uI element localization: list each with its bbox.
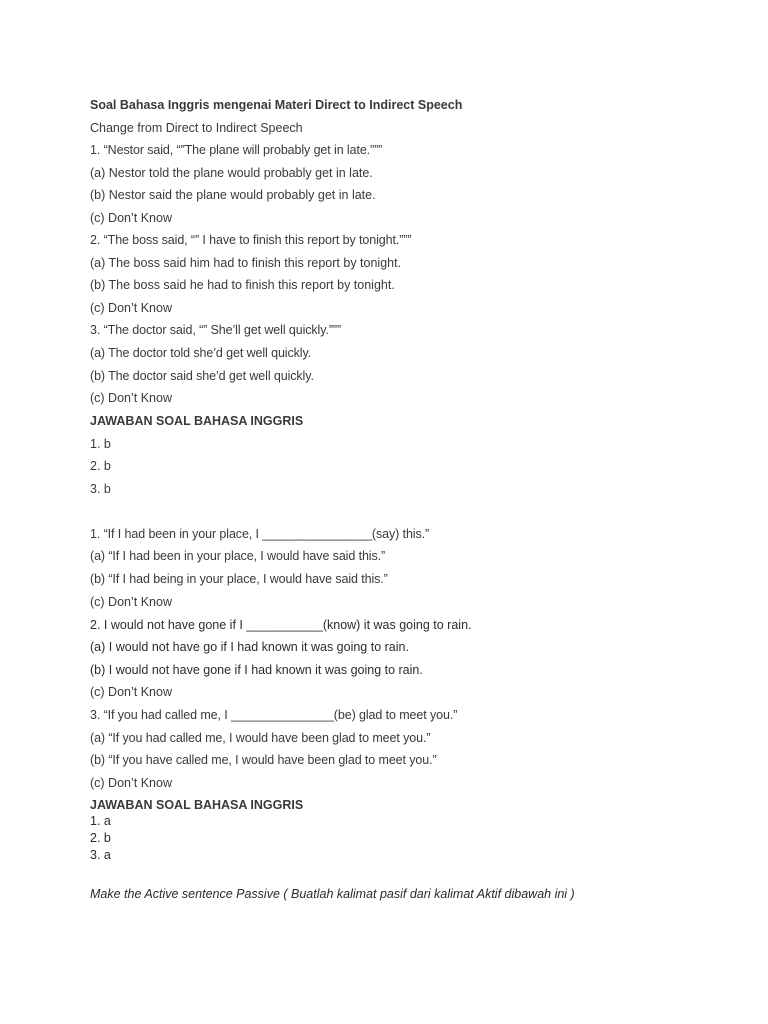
s1-answer-1: 1. b [90,437,111,451]
s2-q2-option-a: (a) I would not have go if I had known it was going to rain. [90,640,409,654]
s1-q2-question: 2. “The boss said, “” I have to finish this report by tonight.””” [90,233,412,247]
s2-q1-question: 1. “If I had been in your place, I ________________(say) this.” [90,527,430,541]
s1-q1-option-b: (b) Nestor said the plane would probably get in late. [90,188,376,202]
document-title: Soal Bahasa Inggris mengenai Materi Direct to Indirect Speech [90,98,463,112]
s2-q3-option-c: (c) Don’t Know [90,776,172,790]
s1-q3-option-b: (b) The doctor said she’d get well quickly. [90,369,314,383]
s2-q1-option-c: (c) Don’t Know [90,595,172,609]
s1-q2-option-a: (a) The boss said him had to finish this report by tonight. [90,256,402,270]
s1-q3-option-a: (a) The doctor told she’d get well quickly. [90,346,312,360]
s2-answers-heading: JAWABAN SOAL BAHASA INGGRIS [90,798,304,812]
s2-answer-1: 1. a [90,814,111,828]
s1-answer-2: 2. b [90,459,111,473]
s2-answer-2: 2. b [90,831,111,845]
s2-q2-option-b: (b) I would not have gone if I had known it was going to rain. [90,663,423,677]
s1-q1-option-c: (c) Don’t Know [90,211,172,225]
s1-answer-3: 3. b [90,482,111,496]
s2-q3-option-b: (b) “If you have called me, I would have been glad to meet you.” [90,753,437,767]
section3-instruction: Make the Active sentence Passive ( Buatlah kalimat pasif dari kalimat Aktif dibawah ini ) [90,887,575,901]
document-page [90,0,740,1024]
s1-q3-question: 3. “The doctor said, “” She’ll get well quickly.””” [90,323,342,337]
s2-q3-option-a: (a) “If you had called me, I would have been glad to meet you.” [90,731,431,745]
s1-q1-option-a: (a) Nestor told the plane would probably get in late. [90,166,373,180]
s2-q1-option-a: (a) “If I had been in your place, I would have said this.” [90,549,386,563]
s2-q3-question: 3. “If you had called me, I _______________(be) glad to meet you.” [90,708,458,722]
s1-q1-question: 1. “Nestor said, “”The plane will probably get in late.””” [90,143,383,157]
s2-q1-option-b: (b) “If I had being in your place, I would have said this.” [90,572,388,586]
s2-q2-question: 2. I would not have gone if I ___________(know) it was going to rain. [90,618,472,632]
s1-q2-option-c: (c) Don’t Know [90,301,172,315]
s1-q3-option-c: (c) Don’t Know [90,391,172,405]
s2-answer-3: 3. a [90,848,111,862]
s1-q2-option-b: (b) The boss said he had to finish this report by tonight. [90,278,395,292]
section1-instruction: Change from Direct to Indirect Speech [90,121,303,135]
s2-q2-option-c: (c) Don’t Know [90,685,172,699]
s1-answers-heading: JAWABAN SOAL BAHASA INGGRIS [90,414,304,428]
